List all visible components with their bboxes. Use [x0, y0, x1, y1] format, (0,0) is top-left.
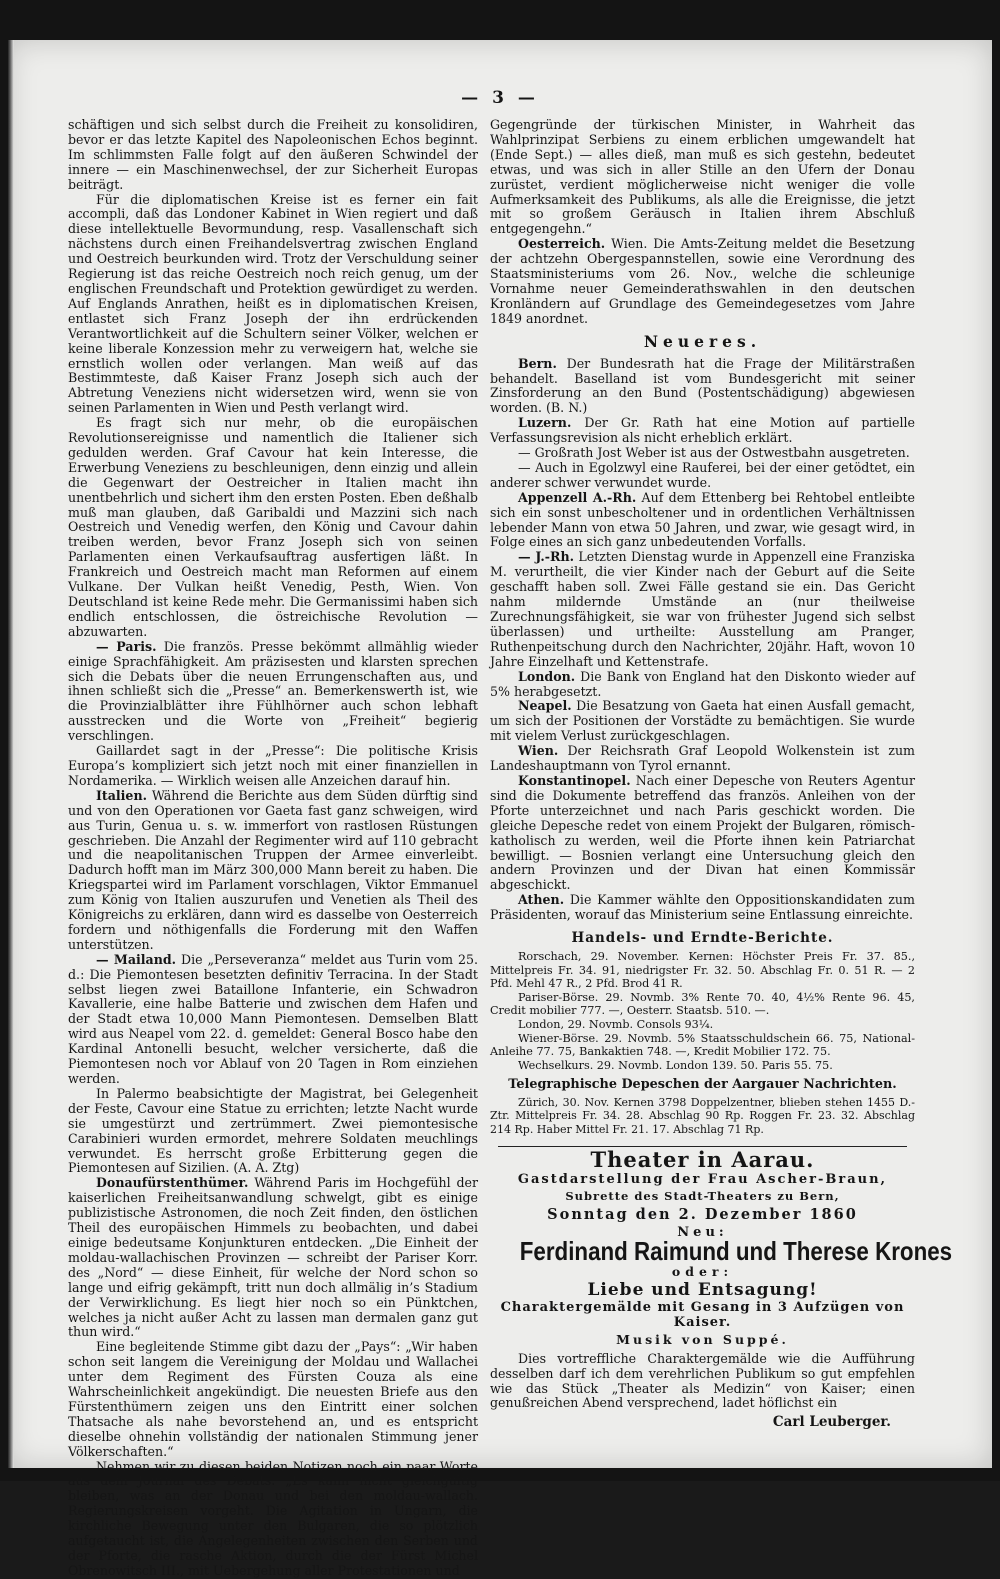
theater-neu-label: Neu:: [677, 1225, 728, 1241]
news-item-text: Auf dem Ettenberg bei Rehtobel entleibte sich ein sonst unbescholtener und in ordentlichen Verhältnissen lebender Mann von etwa 50 Jahren, und zwar, wie gesagt wird, in Folge eines an sich ganz unbedeutenden Vorfalls.: [490, 489, 915, 550]
news-item-dateline: London.: [518, 668, 576, 684]
article-paragraph-text: Wien. Die Amts-Zeitung meldet die Besetzung der achtzehn Obergespannstellen, sowie eine Verordnung des Staatsministeriums vom 26. Nov., welche die schleunige Vornahme neuer Gemeinderathswahlen in den deutschen Kronländern auf Grundlage des Gemeindegesetzes vom Jahre 1849 anordnet.: [490, 236, 915, 326]
article-paragraph-dateline: Donaufürstenthümer.: [96, 1175, 249, 1191]
news-item: [490, 416, 915, 446]
market-reports: [490, 950, 915, 1072]
news-item-dateline: Konstantinopel.: [518, 772, 631, 788]
news-item: [490, 893, 915, 923]
article-paragraph-dateline: Italien.: [96, 787, 147, 803]
news-item-dateline: — J.-Rh.: [518, 549, 574, 565]
article-paragraph: [68, 1087, 478, 1176]
market-report: Wiener-Börse. 29. Novmb. 5% Staatsschuldschein 66. 75, National-Anleihe 77. 75, Bankaktien 748. —, Kredit Mobilier 172. 75.: [490, 1031, 915, 1059]
news-item-text: — Großrath Jost Weber ist aus der Ostwestbahn ausgetreten.: [518, 445, 910, 461]
news-item-text: Nach einer Depesche von Reuters Agentur sind die Dokumente betreffend das französ. Anleihen von der Pforte unterzeichnet und nach Paris geschickt worden. Die gleiche Depesche redet von einem Projekt der Bulgaren, römisch-katholisch zu werden, weil die Pforte ihnen kein Patriarchat bewilligt. — Bosnien verlangt eine Untersuchung gleich den andern Provinzen und der Divan hat einen Kommissär abgeschickt.: [490, 772, 915, 893]
news-item-dateline: Athen.: [518, 892, 565, 908]
news-item-dateline: Neapel.: [518, 698, 572, 714]
market-heading: Handels- und Erndte-Berichte.: [571, 930, 834, 947]
right-column-articles: [490, 118, 915, 327]
theater-title: Theater in Aarau.: [590, 1146, 815, 1172]
telegraph-dispatch: [490, 1096, 915, 1136]
article-paragraph: [68, 1460, 478, 1579]
theater-music: Musik von Suppé.: [616, 1331, 789, 1347]
article-paragraph: [490, 118, 915, 237]
article-paragraph: [68, 416, 478, 640]
telegraph-text: Zürich, 30. Nov. Kernen 3798 Doppelzentner, blieben stehen 1455 D.-Ztr. Mittelpreis Fr. 34. 28. Abschlag 90 Rp. Roggen Fr. 23. 32. Abschlag 214 Rp. Haber Mittel Fr. 21. 17. Abschlag 71 Rp.: [490, 1096, 915, 1136]
market-report: Rorschach, 29. November. Kernen: Höchster Preis Fr. 37. 85., Mittelpreis Fr. 34. 91, niedrigster Fr. 32. 50. Abschlag Fr. 0. 51 R. — 2 Pfd. Mehl 47 R., 2 Pfd. Brod 41 R.: [490, 949, 915, 991]
news-item: [490, 491, 915, 551]
news-item-text: Die Kammer wählte den Oppositionskandidaten zum Präsidenten, worauf das Ministerium seine Entlassung einreichte.: [490, 892, 915, 923]
article-paragraph-dateline: Oesterreich.: [518, 236, 606, 252]
article-paragraph-text: Gegengründe der türkischen Minister, in Wahrheit das Wahlprinzipat Serbiens zu einem erblichen umgewandelt hat (Ende Sept.) — alles dieß, man muß es sich gestehn, bedeutet etwas, und was sich in aller Stille an den Ufern der Donau zurüstet, verdient möglicherweise nicht weniger die volle Aufmerksamkeit des Publikums, als alle die Ereignisse, die jetzt mit so großem Geräusch in Italien ihrem Abschluß entgegengehn.“: [490, 117, 915, 237]
news-item: [490, 744, 915, 774]
article-paragraph-text: In Palermo beabsichtigte der Magistrat, bei Gelegenheit der Feste, Cavour eine Statue zu errichten; letzte Nacht wurde sie umgestürzt und zertrümmert. Zwei piemontesische Carabinieri wurden ermordet, mehrere Soldaten meuchlings verwundet. Es herrscht große Erbitterung gegen die Piemontesen auf Sizilien. (A. A. Ztg): [68, 1085, 478, 1176]
article-paragraph-text: Es fragt sich nur mehr, ob die europäischen Revolutionsereignisse und namentlich die Italiener sich gedulden werden. Graf Cavour hat kein Interesse, die Erwerbung Veneziens zu beschleunigen, denn einzig und allein die Gegenwart der Oestreicher in Italien macht ihn unentbehrlich und sichert ihm den ersten Posten. Eben deßhalb muß man glauben, daß Garibaldi und Mazzini sich nach Oestreich und Venedig werfen, den König und Cavour dahin treiben werden, bevor Franz Joseph sich von seinen Parlamenten einen Verkaufsauftrag ausfertigen läßt. In Frankreich und Oestreich macht man Reformen auf einem Vulkane. Der Vulkan heißt Venedig, Pesth, Wien. Von Deutschland ist keine Rede mehr. Die Germanissimi haben sich endlich entschlossen, die östreichische Revolution — abzuwarten.: [68, 415, 478, 639]
market-report: London, 29. Novmb. Consols 93¼.: [518, 1017, 714, 1031]
left-column: [68, 118, 478, 1579]
news-item: [490, 670, 915, 700]
news-item-text: Die Bank von England hat den Diskonto wieder auf 5% herabgesetzt.: [490, 668, 915, 699]
theater-oder-label: oder:: [671, 1264, 734, 1280]
market-report: Wechselkurs. 29. Novmb. London 139. 50. Paris 55. 75.: [518, 1058, 833, 1072]
article-paragraph-text: Die französ. Presse bekömmt allmählig wieder einige Sprachfähigkeit. Am präzisesten und klarsten sprechen sich die Debats über die neuen Errungenschaften aus, und ihnen schließt sich die „Presse“ an. Bemerkenswerth ist, wie die Provinzialblätter ihre Fühlhörner auch schon lebhaft ausstrecken und die Worte von „Freiheit“ begierig verschlingen.: [68, 638, 478, 744]
news-item-dateline: Bern.: [518, 355, 557, 371]
theater-description: Dies vortreffliche Charaktergemälde wie die Aufführung desselben darf ich dem verehrlichen Publikum so gut empfehlen wie das Stück „Theater als Medizin“ von Kaiser; einen genußreichen Abend versprechend, ladet höflichst ein: [490, 1350, 915, 1411]
theater-guest-origin: Subrette des Stadt-Theaters zu Bern,: [565, 1188, 840, 1203]
news-item-dateline: Appenzell A.-Rh.: [518, 489, 637, 505]
article-paragraph: [68, 1176, 478, 1340]
article-paragraph-text: Für die diplomatischen Kreise ist es ferner ein fait accompli, daß das Londoner Kabinet in Wien regiert und daß diese intellektuelle Bevormundung, resp. Vasallenschaft sich nächstens durch einen Freihandelsvertrag zwischen England und Oestreich beurkunden wird. Trotz der Verschuldung seiner Regierung ist das reiche Oestreich noch reich genug, um der englischen Freundschaft und Protektion gewürdiget zu werden. Auf Englands Anrathen, heißt es in diplomatischen Kreisen, entlastet sich Franz Joseph der ihn erdrückenden Verantwortlichkeit auf die Schultern seiner Völker, welchen er keine liberale Konzession mehr zu verweigern hat, welche sie ernstlich wollen oder verlangen. Man weiß auf das Bestimmteste, daß Kaiser Franz Joseph sich auch der Abtretung Veneziens nicht widersetzen wird, wenn sie von seinen Parlamenten in Wien und Pesth verlangt wird.: [68, 191, 478, 416]
article-paragraph-dateline: — Paris.: [96, 638, 157, 654]
article-paragraph: [68, 640, 478, 744]
market-report: Pariser-Börse. 29. Novmb. 3% Rente 70. 40, 4½% Rente 96. 45, Credit mobilier 777. —, Oesterr. Staatsb. 510. —.: [490, 990, 915, 1018]
right-column: [490, 117, 953, 1431]
neueres-heading: Neueres.: [643, 331, 762, 351]
article-paragraph: [68, 118, 478, 193]
theater-genre: Charaktergemälde mit Gesang in 3 Aufzügen von Kaiser.: [500, 1300, 905, 1330]
news-item: [490, 699, 915, 744]
news-item-text: Der Bundesrath hat die Frage der Militärstraßen behandelt. Baselland ist vom Bundesgericht mit seiner Zinsforderung an den Bund (Postentschädigung) abgewiesen worden. (B. N.): [490, 355, 915, 416]
article-paragraph-text: Während die Berichte aus dem Süden dürftig sind und von den Operationen vor Gaeta fast ganz schweigen, wird aus Turin, Genua u. s. w. immerfort von rastlosen Rüstungen geschrieben. Die Anzahl der Regimenter wird auf 110 gebracht und die neapolitanischen Truppen der Armee einverleibt. Dadurch hofft man im März 300,000 Mann bereit zu haben. Die Kriegspartei wird im Parlament vorschlagen, Viktor Emmanuel zum König von Italien auszurufen und Venetien als Theil des Königreichs zu erklären, dann wird es dasselbe von Oesterreich fordern und nöthigenfalls die Forderung mit den Waffen unterstützen.: [68, 787, 478, 952]
news-item-text: Die Besatzung von Gaeta hat einen Ausfall gemacht, um sich der Positionen der Vorstädte zu bemächtigen. Sie wurde mit vielem Verlust zurückgeschlagen.: [490, 698, 915, 744]
news-item-text: Der Gr. Rath hat eine Motion auf partielle Verfassungsrevision als nicht erheblich erklärt.: [490, 415, 915, 446]
article-paragraph-text: Gaillardet sagt in der „Presse“: Die politische Krisis Europa’s kompliziert sich jetzt noch mit einer finanziellen in Nordamerika. — Wirklich weisen alle Anzeichen darauf hin.: [68, 743, 478, 788]
article-paragraph: [68, 1340, 478, 1459]
theater-date: Sonntag den 2. Dezember 1860: [547, 1205, 858, 1223]
article-paragraph-text: schäftigen und sich selbst durch die Freiheit zu konsolidiren, bevor er das letzte Kapitel des Napoleonischen Echos beginnt. Im schlimmsten Falle folgt auf den äußeren Schwindel der innere — ein Maschinenwechsel, der zur Sicherheit Europas beiträgt.: [68, 117, 478, 192]
article-paragraph-dateline: — Mailand.: [96, 951, 177, 967]
page-number: — 3 —: [461, 88, 539, 108]
article-paragraph: [68, 789, 478, 953]
telegraph-heading: Telegraphische Depeschen der Aargauer Nachrichten.: [508, 1077, 897, 1093]
theater-guest-line: Gastdarstellung der Frau Ascher-Braun,: [517, 1171, 888, 1187]
article-paragraph: [490, 237, 915, 326]
article-paragraph: [68, 193, 478, 417]
news-item-text: Letzten Dienstag wurde in Appenzell eine Franziska M. verurtheilt, die vier Kinder nach der Geburt auf die Seite geschafft haben soll. Zwei Fälle gestand sie ein. Das Gericht nahm mildernde Umstände an (nur theilweise Zurechnungsfähigkeit, sie war von frühester Jugend sich selbst überlassen) und urtheilte: Ausstellung am Pranger, Ruthenpeitschung durch den Nachrichter, 20jähr. Haft, wovon 10 Jahre Einzelhaft und Kettenstrafe.: [490, 549, 916, 669]
theater-signature: Carl Leuberger.: [772, 1414, 891, 1431]
news-item: [490, 357, 915, 417]
news-item-dateline: Wien.: [518, 743, 559, 759]
news-item-text: Der Reichsrath Graf Leopold Wolkenstein ist zum Landeshauptmann von Tyrol ernannt.: [490, 743, 915, 774]
theater-alt-title: Liebe und Entsagung!: [587, 1280, 818, 1301]
news-item: [490, 550, 915, 669]
news-item-text: — Auch in Egolzwyl eine Rauferei, bei der einer getödtet, ein anderer schwer verwundet wurde.: [490, 459, 915, 490]
neueres-section: [490, 357, 915, 923]
article-paragraph-text: Während Paris im Hochgefühl der kaiserlichen Freiheitsanwandlung schwelgt, gibt es einige publizistische Astronomen, die noch Zeit finden, den östlichen Theil des europäischen Himmels zu beobachten, und dabei einige bedeutsame Konjunkturen entdecken. „Die Einheit der moldau-wallachischen Provinzen — schreibt der Pariser Korr. des „Nord“ — diese Einheit, für welche der Nord schon so lange und eifrig gekämpft, tritt nun doch allmälig in’s Stadium der Verwirklichung. Es liegt hier noch so ein Pünktchen, welches ja nicht außer Acht zu lassen man dermalen ganz gut thun wird.“: [68, 1175, 478, 1340]
theater-play-title: Ferdinand Raimund und Therese Krones: [519, 1236, 953, 1267]
news-item: [490, 461, 915, 491]
news-item: [490, 446, 915, 461]
news-item: [490, 774, 915, 893]
news-item-dateline: Luzern.: [518, 415, 572, 431]
article-paragraph: [68, 744, 478, 789]
article-paragraph: [68, 953, 478, 1087]
article-paragraph-text: Die „Perseveranza“ meldet aus Turin vom 25. d.: Die Piemontesen besetzten definitiv Terracina. In der Stadt selbst liegen zwei Bataillone Infanterie, ein Schwadron Kavallerie, eine halbe Batterie und zwischen dem Hafen und der Stadt etwa 10,000 Mann Piemontesen. Demselben Blatt wird aus Neapel vom 22. d. gemeldet: General Bosco habe den Kardinal Antonelli besucht, welcher versicherte, daß die Piemontesen noch vor Ablauf von 20 Tagen in Rom einziehen werden.: [68, 951, 478, 1086]
article-paragraph-text: Eine begleitende Stimme gibt dazu der „Pays“: „Wir haben schon seit langem die Vereinigung der Moldau und Wallachei unter dem Regiment des Fürsten Couza als eine Wahrscheinlichkeit angekündigt. Die neuesten Briefe aus den Fürstenthümern zeigen uns den Eintritt einer solchen Thatsache als nahe bevorstehend an, und es entspricht dieselbe ohnehin vollständig der nationalen Stimmung jener Völkerschaften.“: [68, 1339, 478, 1459]
theater-advertisement: [490, 1146, 953, 1431]
article-paragraph-text: Nehmen wir zu diesen beiden Notizen noch ein paar Worte aus dem Journal des Debats: „Es kann nicht gleichgültig bleiben, was an der Donau und bei den moldau-wallach. Regierungskreisen vorgeht. Die Agitation in Ungarn, die kirchliche Bewegung unter den Bulgaren, die so plötzlich aufgetaucht ist, die Angelegenheiten zwischen den Serben und der Pforte, die rasche Aktion, durch die der Fürst Michel Obrenowitsch III., mit Uebergehung aller Protestationen und: [68, 1458, 478, 1578]
paper-sheet: [8, 40, 992, 1578]
